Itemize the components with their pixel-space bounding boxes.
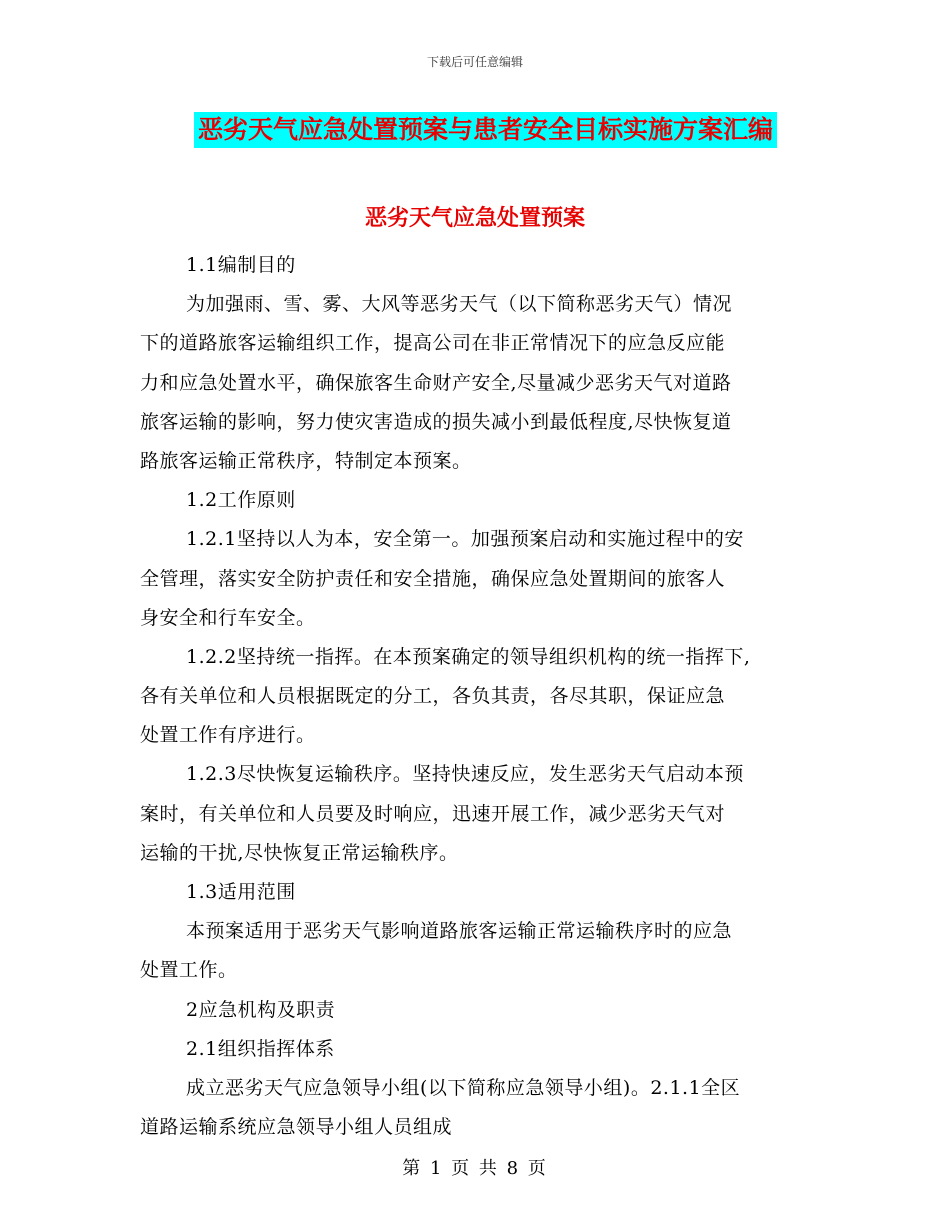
paragraph-line: 力和应急处置水平，确保旅客生命财产安全,尽量减少恶劣天气对道路 bbox=[140, 371, 732, 394]
page-footer: 第 1 页 共 8 页 bbox=[402, 1158, 548, 1179]
document-title: 恶劣天气应急处置预案与患者安全目标实施方案汇编 bbox=[194, 112, 777, 148]
section-title: 恶劣天气应急处置预案 bbox=[364, 205, 585, 231]
paragraph-line: 处置工作有序进行。 bbox=[140, 724, 316, 747]
paragraph-line: 下的道路旅客运输组织工作，提高公司在非正常情况下的应急反应能 bbox=[140, 332, 726, 355]
heading-1-2: 1.2工作原则 bbox=[186, 489, 296, 512]
document-body bbox=[140, 246, 812, 1147]
paragraph-line: 各有关单位和人员根据既定的分工，各负其责，各尽其职，保证应急 bbox=[140, 685, 726, 708]
paragraph-line: 处置工作。 bbox=[140, 959, 238, 982]
paragraph-line: 为加强雨、雪、雾、大风等恶劣天气（以下简称恶劣天气）情况 bbox=[186, 293, 733, 316]
heading-1-1: 1.1编制目的 bbox=[186, 254, 296, 276]
paragraph-line: 本预案适用于恶劣天气影响道路旅客运输正常运输秩序时的应急 bbox=[186, 920, 733, 943]
heading-1-3: 1.3适用范围 bbox=[186, 881, 296, 903]
paragraph-line: 旅客运输的影响，努力使灾害造成的损失减小到最低程度,尽快恢复道 bbox=[140, 410, 732, 433]
heading-2: 2应急机构及职责 bbox=[186, 998, 336, 1021]
paragraph-line: 1.2.3尽快恢复运输秩序。坚持快速反应，发生恶劣天气启动本预 bbox=[186, 763, 744, 786]
paragraph-line: 成立恶劣天气应急领导小组(以下简称应急领导小组)。2.1.1全区 bbox=[186, 1076, 741, 1099]
paragraph-line: 运输的干扰,尽快恢复正常运输秩序。 bbox=[140, 841, 459, 864]
header-note: 下载后可任意编辑 bbox=[426, 55, 523, 69]
paragraph-line: 全管理，落实安全防护责任和安全措施，确保应急处置期间的旅客人 bbox=[140, 567, 726, 590]
paragraph-line: 路旅客运输正常秩序，特制定本预案。 bbox=[140, 449, 472, 472]
paragraph-line: 案时，有关单位和人员要及时响应，迅速开展工作，减少恶劣天气对 bbox=[140, 802, 726, 825]
paragraph-line: 道路运输系统应急领导小组人员组成 bbox=[140, 1116, 453, 1139]
heading-2-1: 2.1组织指挥体系 bbox=[186, 1037, 335, 1060]
paragraph-line: 1.2.2坚持统一指挥。在本预案确定的领导组织机构的统一指挥下, bbox=[186, 645, 751, 668]
paragraph-line: 1.2.1坚持以人为本，安全第一。加强预案启动和实施过程中的安 bbox=[186, 528, 744, 551]
paragraph-line: 身安全和行车安全。 bbox=[140, 606, 316, 629]
